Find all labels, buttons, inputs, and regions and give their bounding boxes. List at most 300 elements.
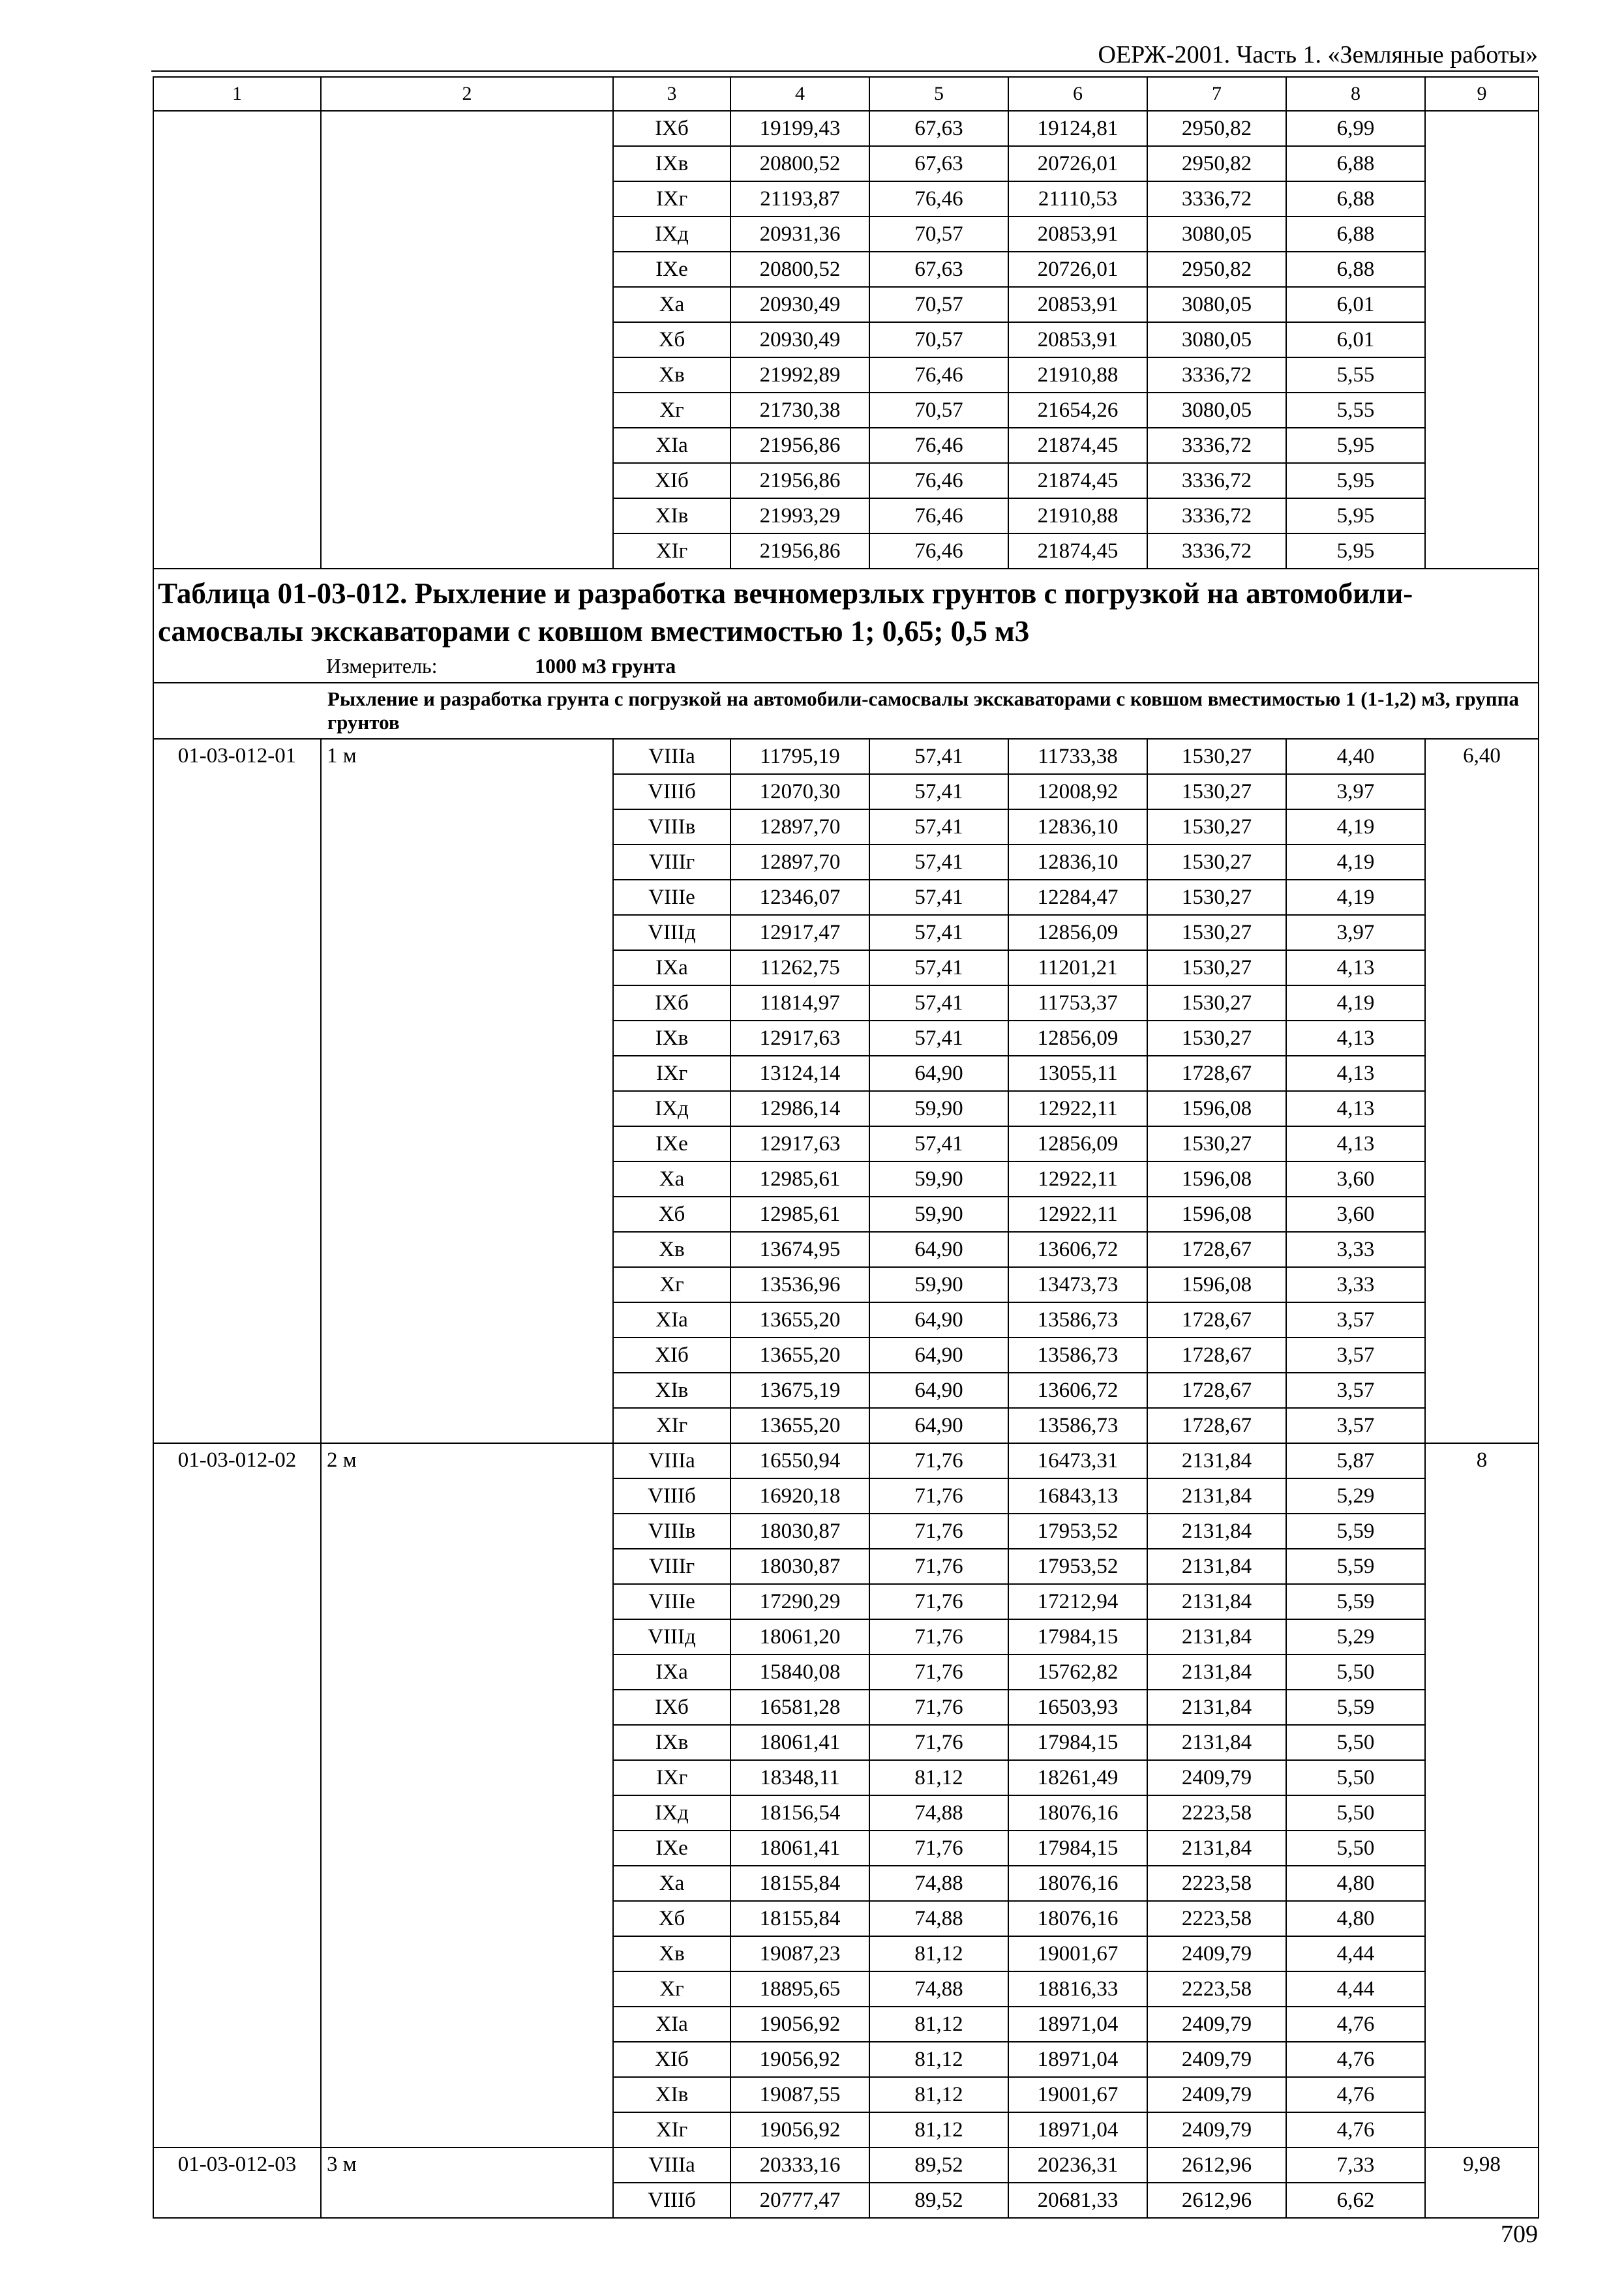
value-cell: 12897,70 [730,809,869,845]
value-cell: 5,55 [1286,393,1425,428]
soil-group-cell: IXд [613,217,730,252]
value-cell: 89,52 [869,2183,1008,2218]
value-cell: 12856,09 [1008,915,1147,950]
soil-group-cell: VIIIв [613,809,730,845]
col9-value-cell: 8 [1425,1443,1539,2147]
value-cell: 3336,72 [1147,533,1286,569]
value-cell: 74,88 [869,1866,1008,1901]
value-cell: 4,19 [1286,880,1425,915]
value-cell: 19056,92 [730,2112,869,2147]
value-cell: 18061,41 [730,1831,869,1866]
value-cell: 57,41 [869,845,1008,880]
value-cell: 4,19 [1286,809,1425,845]
value-cell: 81,12 [869,2112,1008,2147]
soil-group-cell: Xв [613,1936,730,1971]
value-cell: 2131,84 [1147,1654,1286,1690]
measure-line [158,654,1534,678]
value-cell: 4,44 [1286,1971,1425,2007]
value-cell: 71,76 [869,1831,1008,1866]
soil-group-cell: XIв [613,498,730,533]
value-cell: 13055,11 [1008,1056,1147,1091]
value-cell: 5,50 [1286,1725,1425,1760]
value-cell: 81,12 [869,2077,1008,2112]
value-cell: 20800,52 [730,146,869,181]
value-cell: 19199,43 [730,111,869,146]
value-cell: 5,50 [1286,1795,1425,1831]
value-cell: 3336,72 [1147,357,1286,393]
soil-group-cell: XIв [613,1373,730,1408]
value-cell: 76,46 [869,533,1008,569]
value-cell: 12836,10 [1008,809,1147,845]
value-cell: 3,60 [1286,1197,1425,1232]
value-cell: 13606,72 [1008,1373,1147,1408]
value-cell: 13586,73 [1008,1338,1147,1373]
value-cell: 1530,27 [1147,985,1286,1021]
value-cell: 13124,14 [730,1056,869,1091]
value-cell: 1728,67 [1147,1338,1286,1373]
value-cell: 57,41 [869,774,1008,809]
table-title: Таблица 01-03-012. Рыхление и разработка вечномерзлых грунтов с погрузкой на автомобили-самосвалы экскаваторами с ковшом вместимостью 1; 0,65; 0,5 м3 [158,577,1413,648]
soil-group-cell: VIIIб [613,1478,730,1514]
value-cell: 57,41 [869,1126,1008,1161]
value-cell: 13655,20 [730,1338,869,1373]
value-cell: 71,76 [869,1443,1008,1478]
value-cell: 64,90 [869,1408,1008,1443]
column-number: 4 [730,77,869,111]
value-cell: 19001,67 [1008,2077,1147,2112]
column-number: 9 [1425,77,1539,111]
value-cell: 81,12 [869,2007,1008,2042]
column-number: 5 [869,77,1008,111]
value-cell: 12897,70 [730,845,869,880]
value-cell: 16843,13 [1008,1478,1147,1514]
value-cell: 57,41 [869,880,1008,915]
soil-group-cell: XIа [613,2007,730,2042]
soil-group-cell: IXг [613,1760,730,1795]
soil-group-cell: IXа [613,1654,730,1690]
soil-group-cell: VIIIг [613,845,730,880]
value-cell: 19087,23 [730,1936,869,1971]
value-cell: 71,76 [869,1725,1008,1760]
value-cell: 12922,11 [1008,1197,1147,1232]
soil-group-cell: Xб [613,1197,730,1232]
value-cell: 3,57 [1286,1338,1425,1373]
value-cell: 3080,05 [1147,287,1286,322]
value-cell: 12856,09 [1008,1126,1147,1161]
value-cell: 71,76 [869,1514,1008,1549]
value-cell: 71,76 [869,1619,1008,1654]
value-cell: 4,80 [1286,1866,1425,1901]
value-cell: 18076,16 [1008,1795,1147,1831]
value-cell: 2409,79 [1147,2007,1286,2042]
value-cell: 11814,97 [730,985,869,1021]
value-cell: 76,46 [869,428,1008,463]
soil-group-cell: Xб [613,322,730,357]
table-row [153,739,1539,774]
norms-table [153,76,1539,2219]
value-cell: 18156,54 [730,1795,869,1831]
value-cell: 4,80 [1286,1901,1425,1936]
value-cell: 5,29 [1286,1619,1425,1654]
value-cell: 64,90 [869,1373,1008,1408]
value-cell: 2950,82 [1147,111,1286,146]
value-cell: 11753,37 [1008,985,1147,1021]
value-cell: 20726,01 [1008,252,1147,287]
value-cell: 76,46 [869,463,1008,498]
value-cell: 13536,96 [730,1267,869,1302]
value-cell: 57,41 [869,739,1008,774]
soil-group-cell: IXе [613,1831,730,1866]
soil-group-cell: IXе [613,252,730,287]
value-cell: 18816,33 [1008,1971,1147,2007]
value-cell: 12985,61 [730,1197,869,1232]
header-rule [151,70,1538,72]
value-cell: 17212,94 [1008,1584,1147,1619]
soil-group-cell: VIIIа [613,739,730,774]
value-cell: 59,90 [869,1267,1008,1302]
value-cell: 1530,27 [1147,915,1286,950]
value-cell: 81,12 [869,1760,1008,1795]
value-cell: 19124,81 [1008,111,1147,146]
value-cell: 4,76 [1286,2077,1425,2112]
value-cell: 6,88 [1286,217,1425,252]
value-cell: 19001,67 [1008,1936,1147,1971]
value-cell: 4,76 [1286,2007,1425,2042]
value-cell: 5,59 [1286,1584,1425,1619]
value-cell: 4,13 [1286,1091,1425,1126]
soil-group-cell: IXд [613,1795,730,1831]
soil-group-cell: XIб [613,2042,730,2077]
value-cell: 70,57 [869,393,1008,428]
value-cell: 74,88 [869,1971,1008,2007]
soil-group-cell: XIб [613,463,730,498]
value-cell: 70,57 [869,217,1008,252]
value-cell: 13606,72 [1008,1232,1147,1267]
value-cell: 1596,08 [1147,1267,1286,1302]
value-cell: 1530,27 [1147,739,1286,774]
value-cell: 2409,79 [1147,1936,1286,1971]
soil-group-cell: Xа [613,287,730,322]
value-cell: 3,57 [1286,1373,1425,1408]
value-cell: 16550,94 [730,1443,869,1478]
value-cell: 20853,91 [1008,287,1147,322]
soil-group-cell: VIIIг [613,1549,730,1584]
value-cell: 74,88 [869,1795,1008,1831]
value-cell: 2612,96 [1147,2147,1286,2183]
value-cell: 21730,38 [730,393,869,428]
value-cell: 1728,67 [1147,1408,1286,1443]
soil-group-cell: VIIIв [613,1514,730,1549]
value-cell: 16473,31 [1008,1443,1147,1478]
value-cell: 13473,73 [1008,1267,1147,1302]
soil-group-cell: IXб [613,111,730,146]
value-cell: 3336,72 [1147,463,1286,498]
value-cell: 15840,08 [730,1654,869,1690]
value-cell: 6,88 [1286,181,1425,217]
value-cell: 20800,52 [730,252,869,287]
value-cell: 2409,79 [1147,2112,1286,2147]
value-cell: 15762,82 [1008,1654,1147,1690]
value-cell: 12917,47 [730,915,869,950]
value-cell: 57,41 [869,915,1008,950]
value-cell: 4,40 [1286,739,1425,774]
value-cell: 2950,82 [1147,146,1286,181]
blank-col9-cell [1425,111,1539,569]
value-cell: 12922,11 [1008,1091,1147,1126]
value-cell: 13586,73 [1008,1302,1147,1338]
value-cell: 6,99 [1286,111,1425,146]
value-cell: 70,57 [869,287,1008,322]
value-cell: 59,90 [869,1161,1008,1197]
value-cell: 76,46 [869,357,1008,393]
table-row [153,111,1539,146]
soil-group-cell: Xб [613,1901,730,1936]
value-cell: 21874,45 [1008,428,1147,463]
value-cell: 3,57 [1286,1302,1425,1338]
norm-name-cell: 2 м [321,1443,613,2147]
value-cell: 5,95 [1286,533,1425,569]
value-cell: 2223,58 [1147,1901,1286,1936]
soil-group-cell: IXб [613,985,730,1021]
value-cell: 57,41 [869,1021,1008,1056]
value-cell: 11733,38 [1008,739,1147,774]
value-cell: 2409,79 [1147,2042,1286,2077]
value-cell: 5,29 [1286,1478,1425,1514]
value-cell: 20930,49 [730,322,869,357]
soil-group-cell: IXб [613,1690,730,1725]
value-cell: 1728,67 [1147,1232,1286,1267]
soil-group-cell: XIг [613,1408,730,1443]
value-cell: 1596,08 [1147,1161,1286,1197]
value-cell: 3,57 [1286,1408,1425,1443]
value-cell: 12856,09 [1008,1021,1147,1056]
subheader-row [153,683,1539,739]
soil-group-cell: VIIIб [613,2183,730,2218]
value-cell: 2223,58 [1147,1795,1286,1831]
value-cell: 11201,21 [1008,950,1147,985]
value-cell: 18261,49 [1008,1760,1147,1795]
soil-group-cell: Xа [613,1161,730,1197]
value-cell: 71,76 [869,1690,1008,1725]
value-cell: 67,63 [869,146,1008,181]
value-cell: 2612,96 [1147,2183,1286,2218]
value-cell: 16581,28 [730,1690,869,1725]
value-cell: 17984,15 [1008,1619,1147,1654]
value-cell: 59,90 [869,1197,1008,1232]
value-cell: 3,60 [1286,1161,1425,1197]
value-cell: 18971,04 [1008,2007,1147,2042]
value-cell: 5,95 [1286,428,1425,463]
column-number: 3 [613,77,730,111]
value-cell: 57,41 [869,809,1008,845]
value-cell: 74,88 [869,1901,1008,1936]
value-cell: 12985,61 [730,1161,869,1197]
value-cell: 21992,89 [730,357,869,393]
value-cell: 5,50 [1286,1831,1425,1866]
value-cell: 21956,86 [730,533,869,569]
value-cell: 21910,88 [1008,357,1147,393]
value-cell: 18076,16 [1008,1901,1147,1936]
value-cell: 57,41 [869,985,1008,1021]
value-cell: 21110,53 [1008,181,1147,217]
value-cell: 1530,27 [1147,809,1286,845]
value-cell: 4,13 [1286,950,1425,985]
value-cell: 4,44 [1286,1936,1425,1971]
value-cell: 2131,84 [1147,1690,1286,1725]
value-cell: 5,95 [1286,463,1425,498]
value-cell: 6,88 [1286,252,1425,287]
table-row [153,1443,1539,1478]
value-cell: 4,13 [1286,1021,1425,1056]
value-cell: 3,33 [1286,1232,1425,1267]
value-cell: 4,76 [1286,2042,1425,2077]
value-cell: 64,90 [869,1056,1008,1091]
value-cell: 20726,01 [1008,146,1147,181]
value-cell: 2131,84 [1147,1478,1286,1514]
value-cell: 71,76 [869,1549,1008,1584]
value-cell: 2131,84 [1147,1831,1286,1866]
soil-group-cell: Xг [613,393,730,428]
running-header: ОЕРЖ-2001. Часть 1. «Земляные работы» [1098,41,1538,68]
value-cell: 18971,04 [1008,2042,1147,2077]
value-cell: 21910,88 [1008,498,1147,533]
page-number: 709 [1501,2221,1538,2248]
value-cell: 4,13 [1286,1126,1425,1161]
value-cell: 6,01 [1286,287,1425,322]
value-cell: 12008,92 [1008,774,1147,809]
value-cell: 17290,29 [730,1584,869,1619]
value-cell: 2409,79 [1147,1760,1286,1795]
value-cell: 67,63 [869,252,1008,287]
value-cell: 1530,27 [1147,845,1286,880]
measure-value: 1000 м3 грунта [535,654,676,678]
soil-group-cell: IXа [613,950,730,985]
value-cell: 2131,84 [1147,1443,1286,1478]
measure-label: Измеритель: [326,654,438,678]
value-cell: 3,33 [1286,1267,1425,1302]
value-cell: 1530,27 [1147,1021,1286,1056]
value-cell: 64,90 [869,1302,1008,1338]
value-cell: 1728,67 [1147,1302,1286,1338]
value-cell: 13655,20 [730,1408,869,1443]
value-cell: 12346,07 [730,880,869,915]
value-cell: 59,90 [869,1091,1008,1126]
value-cell: 21874,45 [1008,533,1147,569]
col9-value-cell: 9,98 [1425,2147,1539,2218]
soil-group-cell: IXг [613,181,730,217]
value-cell: 1596,08 [1147,1197,1286,1232]
value-cell: 16503,93 [1008,1690,1147,1725]
soil-group-cell: Xа [613,1866,730,1901]
value-cell: 20333,16 [730,2147,869,2183]
value-cell: 19056,92 [730,2042,869,2077]
value-cell: 20853,91 [1008,217,1147,252]
value-cell: 4,19 [1286,845,1425,880]
value-cell: 5,95 [1286,498,1425,533]
norm-code-cell: 01-03-012-01 [153,739,321,1443]
value-cell: 1530,27 [1147,950,1286,985]
soil-group-cell: VIIIа [613,1443,730,1478]
value-cell: 3336,72 [1147,428,1286,463]
value-cell: 1596,08 [1147,1091,1286,1126]
value-cell: 5,87 [1286,1443,1425,1478]
value-cell: 3080,05 [1147,217,1286,252]
column-number: 1 [153,77,321,111]
value-cell: 18971,04 [1008,2112,1147,2147]
soil-group-cell: VIIIд [613,1619,730,1654]
soil-group-cell: XIг [613,533,730,569]
column-number: 7 [1147,77,1286,111]
value-cell: 81,12 [869,1936,1008,1971]
soil-group-cell: XIг [613,2112,730,2147]
value-cell: 12836,10 [1008,845,1147,880]
value-cell: 19087,55 [730,2077,869,2112]
value-cell: 1728,67 [1147,1056,1286,1091]
soil-group-cell: VIIIе [613,1584,730,1619]
value-cell: 67,63 [869,111,1008,146]
value-cell: 18155,84 [730,1901,869,1936]
value-cell: 6,62 [1286,2183,1425,2218]
value-cell: 71,76 [869,1584,1008,1619]
value-cell: 5,59 [1286,1690,1425,1725]
value-cell: 17984,15 [1008,1831,1147,1866]
value-cell: 20930,49 [730,287,869,322]
value-cell: 71,76 [869,1478,1008,1514]
soil-group-cell: Xв [613,357,730,393]
value-cell: 3080,05 [1147,393,1286,428]
value-cell: 1530,27 [1147,880,1286,915]
value-cell: 6,88 [1286,146,1425,181]
column-number: 6 [1008,77,1147,111]
value-cell: 11795,19 [730,739,869,774]
value-cell: 17953,52 [1008,1514,1147,1549]
soil-group-cell: XIа [613,428,730,463]
value-cell: 2131,84 [1147,1619,1286,1654]
value-cell: 5,59 [1286,1514,1425,1549]
column-number-row [153,77,1539,111]
value-cell: 20681,33 [1008,2183,1147,2218]
value-cell: 1728,67 [1147,1373,1286,1408]
value-cell: 2409,79 [1147,2077,1286,2112]
value-cell: 57,41 [869,950,1008,985]
value-cell: 5,59 [1286,1549,1425,1584]
value-cell: 5,55 [1286,357,1425,393]
soil-group-cell: IXг [613,1056,730,1091]
soil-group-cell: Xг [613,1971,730,2007]
blank-name-cell [321,111,613,569]
value-cell: 18061,41 [730,1725,869,1760]
value-cell: 17953,52 [1008,1549,1147,1584]
value-cell: 11262,75 [730,950,869,985]
soil-group-cell: VIIIа [613,2147,730,2183]
column-number: 8 [1286,77,1425,111]
value-cell: 81,12 [869,2042,1008,2077]
value-cell: 20853,91 [1008,322,1147,357]
value-cell: 64,90 [869,1232,1008,1267]
value-cell: 16920,18 [730,1478,869,1514]
value-cell: 21193,87 [730,181,869,217]
value-cell: 13655,20 [730,1302,869,1338]
value-cell: 2131,84 [1147,1725,1286,1760]
value-cell: 6,01 [1286,322,1425,357]
table-title-row [153,569,1539,683]
value-cell: 2131,84 [1147,1584,1286,1619]
value-cell: 76,46 [869,498,1008,533]
value-cell: 2223,58 [1147,1971,1286,2007]
value-cell: 2131,84 [1147,1514,1286,1549]
value-cell: 71,76 [869,1654,1008,1690]
soil-group-cell: Xв [613,1232,730,1267]
